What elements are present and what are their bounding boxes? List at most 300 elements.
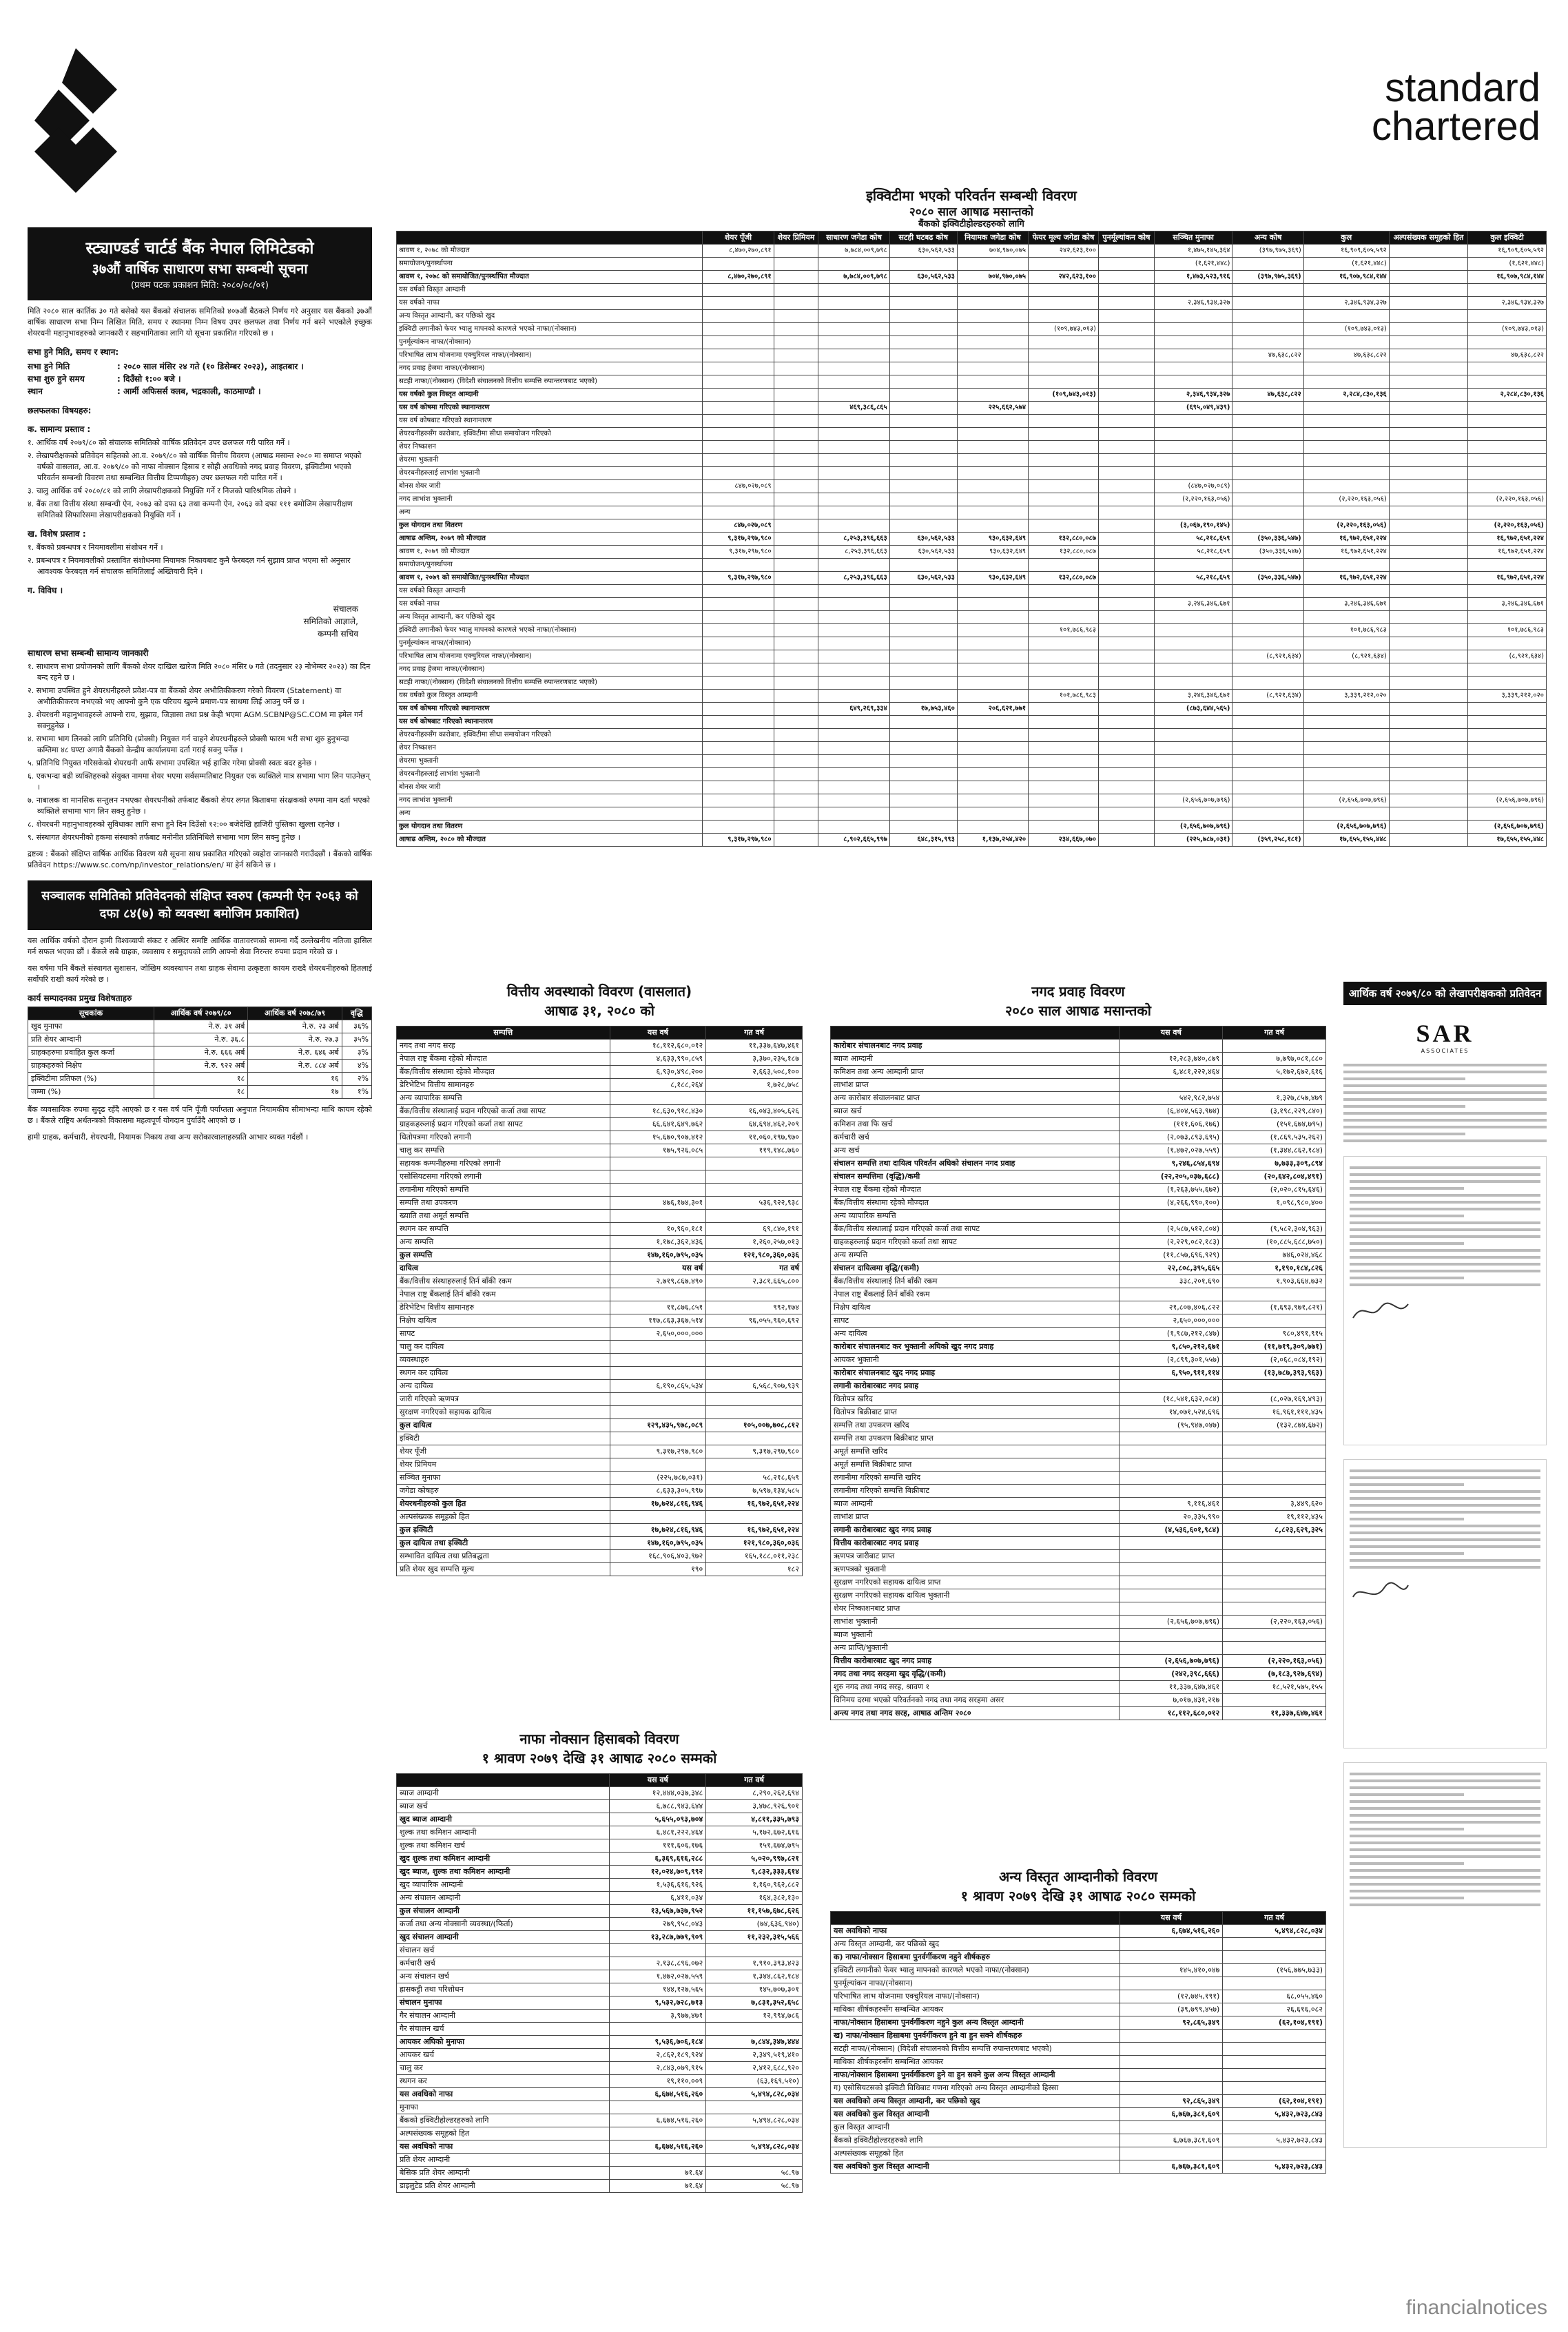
- cash-flow-cell: [1120, 1210, 1223, 1223]
- profit-loss-cell: १२,४४४,०३७,३४८: [610, 1787, 706, 1800]
- balance-sheet-row: [397, 1105, 803, 1118]
- equity-cell: [1029, 807, 1099, 821]
- equity-cell: [703, 821, 774, 834]
- balance-sheet-row: [397, 1079, 803, 1092]
- profit-loss-cell: १,१६०,९६२,८८२: [706, 1879, 803, 1892]
- cash-flow-cell: बैंक/वित्तीय संस्थामा रहेको मौज्दात: [831, 1197, 1120, 1210]
- equity-cell: कुल योगदान तथा वितरण: [397, 821, 703, 834]
- equity-cell: [703, 650, 774, 663]
- equity-cell: [1389, 729, 1468, 742]
- equity-cell: [774, 729, 818, 742]
- profit-loss-cell: अन्य संचालन आम्दानी: [397, 1892, 610, 1905]
- cash-flow-row: [831, 1131, 1326, 1144]
- equity-cell: [774, 271, 818, 284]
- equity-cell: श्रावण १, २०७८ को समायोजित/पुनर्स्थापित मौज्दात: [397, 271, 703, 284]
- profit-loss-row: [397, 2140, 803, 2154]
- equity-cell: [1389, 663, 1468, 677]
- equity-cell: [1303, 441, 1389, 454]
- equity-cell: ९,३१७,२९७,९८०: [703, 834, 774, 847]
- oci-row: [831, 2095, 1326, 2108]
- profit-loss-cell: [706, 2023, 803, 2036]
- cash-flow-cell: वित्तीय कारोबारबाट खुद नगद प्रवाह: [831, 1655, 1120, 1668]
- cash-flow-row: [831, 1314, 1326, 1328]
- cash-flow-cell: अन्य व्यापारिक सम्पत्ति: [831, 1210, 1120, 1223]
- equity-cell: परिभाषित लाभ योजनामा एक्चुरियल नाफा/(नोक्सान): [397, 650, 703, 663]
- balance-sheet-cell: (२२५,७८७,०३१): [610, 1472, 706, 1485]
- equity-cell: १७,६५५,१५५,४४८: [1303, 834, 1389, 847]
- profit-loss-cell: बैंकको इक्विटीहोल्डरहरुको लागि: [397, 2114, 610, 2127]
- cash-flow-cell: [1223, 1210, 1326, 1223]
- cash-flow-cell: लगानीमा गरिएको सम्पत्ति खरिद: [831, 1472, 1120, 1485]
- cash-flow-row: [831, 1445, 1326, 1458]
- equity-cell: [1154, 781, 1232, 794]
- equity-cell: [703, 663, 774, 677]
- balance-sheet-row: [397, 1458, 803, 1472]
- balance-sheet-row: [397, 1432, 803, 1445]
- equity-cell: [1389, 703, 1468, 716]
- balance-sheet-title: वित्तीय अवस्थाको विवरण (वासलात): [506, 983, 692, 1000]
- balance-sheet-cell: [610, 1288, 706, 1301]
- equity-cell: [957, 611, 1028, 624]
- oci-cell: यस अवधिको नाफा: [831, 1925, 1120, 1938]
- equity-cell: [774, 624, 818, 637]
- notice-note: द्रष्टव्य : बैंकको संक्षिप्त वार्षिक आर्थिक विवरण यसै सूचना साथ प्रकाशित गरिएको व्यहोरा जानकारी गराउँदछौं । बैंकको वार्षिक प्रतिवेदन https://www.sc.com/np/investor_relations/en/ मा हेर्न सकिने छ ।: [28, 849, 372, 869]
- equity-row: [397, 297, 1547, 310]
- balance-sheet-cell: १,७२८,७५८: [706, 1079, 803, 1092]
- profit-loss-cell: १,४७२,०२७,५५९: [610, 1970, 706, 1983]
- equity-cell: [703, 428, 774, 441]
- equity-cell: १०१,७८६,९८३: [1029, 690, 1099, 703]
- balance-sheet-cell: २,३८१,६६५,८००: [706, 1275, 803, 1288]
- profit-loss-cell: ११,२३२,३१५,५६६: [706, 1931, 803, 1944]
- profit-loss-row: [397, 1996, 803, 2010]
- balance-sheet-row: [397, 1524, 803, 1537]
- balance-sheet-row: [397, 1197, 803, 1210]
- equity-cell: [1468, 284, 1547, 297]
- cash-flow-row: [831, 1668, 1326, 1681]
- equity-cell: [1389, 624, 1468, 637]
- profit-loss-cell: ७१.६४: [610, 2167, 706, 2180]
- equity-cell: [889, 323, 957, 336]
- equity-cell: [1389, 375, 1468, 389]
- equity-cell: [1389, 781, 1468, 794]
- cash-flow-cell: अन्य कारोबार संचालनबाट प्राप्त: [831, 1092, 1120, 1105]
- profit-loss-section: [396, 1729, 803, 2193]
- equity-cell: [1029, 559, 1099, 572]
- meeting-detail-value: : २०८० साल मंसिर २४ गते (१० डिसेम्बर २०२३), आइतबार ।: [117, 362, 304, 371]
- equity-cell: [957, 755, 1028, 768]
- profit-loss-row: [397, 2049, 803, 2062]
- balance-sheet-cell: २,६६३,५०८,१००: [706, 1066, 803, 1079]
- equity-cell: [703, 258, 774, 271]
- oci-row: [831, 2082, 1326, 2095]
- equity-header-cell: अन्य कोष: [1232, 231, 1303, 245]
- profit-loss-cell: ह्रासकट्टी तथा परिशोधन: [397, 1983, 610, 1996]
- equity-cell: १,४७३,५२३,९१६: [1154, 271, 1232, 284]
- equity-statement-section: [396, 186, 1547, 843]
- equity-cell: [1029, 454, 1099, 467]
- equity-cell: [703, 755, 774, 768]
- equity-cell: [1232, 768, 1303, 781]
- equity-cell: [774, 454, 818, 467]
- profit-loss-cell: १,५३६,६१६,९२६: [610, 1879, 706, 1892]
- profit-loss-cell: बेसिक प्रति शेयर आम्दानी: [397, 2167, 610, 2180]
- performance-cell: खुद मुनाफा: [28, 1020, 154, 1033]
- equity-cell: [818, 611, 889, 624]
- equity-cell: [1029, 650, 1099, 663]
- equity-cell: [1098, 258, 1154, 271]
- equity-cell: ४७,६३८,८२२: [1232, 389, 1303, 402]
- equity-cell: [1029, 637, 1099, 650]
- equity-cell: [1232, 598, 1303, 611]
- general-info-list: [28, 661, 372, 843]
- balance-sheet-table: [396, 1026, 803, 1576]
- cash-flow-cell: (२,०६८,०८४,१९२): [1223, 1354, 1326, 1367]
- equity-cell: [1232, 310, 1303, 323]
- equity-cell: (१,६२१,४४८): [1468, 258, 1547, 271]
- equity-cell: [1232, 637, 1303, 650]
- equity-cell: [957, 768, 1028, 781]
- equity-cell: [889, 336, 957, 349]
- cash-flow-cell: (७,१८३,९२७,६९४): [1223, 1668, 1326, 1681]
- cash-flow-row: [831, 1380, 1326, 1393]
- equity-cell: [1029, 729, 1099, 742]
- profit-loss-cell: १२,९९४,७८६: [706, 2010, 803, 2023]
- cash-flow-cell: अन्त्य नगद तथा नगद सरह, आषाढ अन्तिम २०८०: [831, 1707, 1120, 1720]
- cash-flow-cell: १४,०७१,५२४,६९६: [1120, 1406, 1223, 1419]
- cash-flow-cell: (२,५८७,५१२,८०४): [1120, 1223, 1223, 1236]
- balance-sheet-cell: जारी गरिएको ऋणपत्र: [397, 1393, 610, 1406]
- oci-cell: ५,४९४,८२८,०३४: [1223, 1925, 1326, 1938]
- equity-cell: [818, 506, 889, 519]
- cash-flow-cell: निक्षेप दायित्व: [831, 1301, 1120, 1314]
- equity-cell: [889, 506, 957, 519]
- equity-cell: [1029, 677, 1099, 690]
- equity-cell: अन्य: [397, 506, 703, 519]
- balance-sheet-row: [397, 1184, 803, 1197]
- balance-sheet-row: [397, 1170, 803, 1184]
- equity-cell: नगद लाभांश भुक्तानी: [397, 493, 703, 506]
- oci-row: [831, 2121, 1326, 2134]
- equity-cell: [957, 493, 1028, 506]
- equity-cell: [774, 415, 818, 428]
- performance-header-cell: वृद्धि: [342, 1007, 371, 1020]
- balance-sheet-row: [397, 1511, 803, 1524]
- equity-date: २०८० साल आषाढ मसान्तको: [909, 205, 1034, 219]
- notice-intro: मिति २०८० साल कार्तिक ३० गते बसेको यस बैंकको संचालक समितिको ४०७औं बैठकले निर्णय गरे अनुसार यस बैंकको ३७औं वार्षिक साधारण सभा निम्न लिखित मिति, समय र स्थानमा निम्न विषय उपर छलफल तथा निर्णय गर्न बस्ने भएकोले इच्छुक शेयरधनी महानुभावहरुको जानकारी र सहभागिताका लागि यो सूचना प्रकाशित गरिएको छ ।: [28, 307, 372, 338]
- equity-cell: [1303, 362, 1389, 375]
- equity-cell: [1468, 428, 1547, 441]
- equity-cell: (३५०,३३६,५४७): [1232, 572, 1303, 585]
- cash-flow-cell: [1223, 1432, 1326, 1445]
- equity-cell: [1389, 677, 1468, 690]
- general-info-item: ७. नाबालक वा मानसिक सन्तुलन नभएका शेयरधनीको तर्फबाट बैंकको शेयर लगत किताबमा संरक्षकको रुपमा नाम दर्ता भएको व्यक्तिले सभामा भाग लिन सक्नु हुनेछ ।: [28, 796, 370, 816]
- cash-flow-cell: ११,३३७,६४७,४६१: [1223, 1707, 1326, 1720]
- equity-cell: आषाढ अन्तिम, २०८० को मौज्दात: [397, 834, 703, 847]
- cash-flow-row: [831, 1550, 1326, 1563]
- equity-cell: [957, 375, 1028, 389]
- equity-cell: [889, 258, 957, 271]
- equity-cell: [1029, 480, 1099, 493]
- cash-flow-cell: २२,८०८,३९५,६६५: [1120, 1262, 1223, 1275]
- oci-cell: (१५६,७७५,७३३): [1223, 1964, 1326, 1977]
- equity-cell: [1468, 807, 1547, 821]
- cash-flow-cell: (२,६५६,७०७,७९६): [1120, 1655, 1223, 1668]
- equity-cell: [1468, 415, 1547, 428]
- equity-row: [397, 428, 1547, 441]
- equity-row: [397, 375, 1547, 389]
- cash-flow-header-cell: यस वर्ष: [1120, 1026, 1223, 1040]
- equity-header-cell: फेयर मूल्य जगेडा कोष: [1029, 231, 1099, 245]
- equity-cell: [889, 389, 957, 402]
- equity-cell: [1029, 467, 1099, 480]
- oci-cell: [1223, 1951, 1326, 1964]
- equity-cell: [957, 716, 1028, 729]
- equity-row: [397, 611, 1547, 624]
- cash-flow-cell: [1223, 1288, 1326, 1301]
- profit-loss-cell: गैर संचालन आम्दानी: [397, 2010, 610, 2023]
- equity-cell: [703, 323, 774, 336]
- equity-cell: [703, 768, 774, 781]
- cash-flow-cell: (९५,९४७,०४७): [1120, 1419, 1223, 1432]
- equity-cell: ८४७,०२७,०८९: [703, 480, 774, 493]
- equity-cell: [818, 585, 889, 598]
- profit-loss-cell: ६,६७४,५१६,२६०: [610, 2088, 706, 2101]
- equity-cell: [1154, 650, 1232, 663]
- cash-flow-row: [831, 1537, 1326, 1550]
- equity-cell: [889, 454, 957, 467]
- cash-flow-cell: लाभांश प्राप्त: [831, 1511, 1120, 1524]
- equity-cell: ३,२४६,३४६,६७१: [1154, 690, 1232, 703]
- cash-flow-cell: आयकर भुक्तानी: [831, 1354, 1120, 1367]
- profit-loss-row: [397, 2088, 803, 2101]
- equity-cell: [1154, 585, 1232, 598]
- profit-loss-row: [397, 1853, 803, 1866]
- cash-flow-title: नगद प्रवाह विवरण: [1031, 983, 1125, 1000]
- equity-cell: (२,२२०,१६३,०५६): [1468, 519, 1547, 533]
- profit-loss-row: [397, 1839, 803, 1853]
- equity-cell: (२,२२०,१६३,०५६): [1468, 493, 1547, 506]
- equity-cell: [1232, 467, 1303, 480]
- equity-cell: [1468, 402, 1547, 415]
- equity-header-cell: [397, 231, 703, 245]
- cash-flow-cell: (२,०७३,८९३,६९५): [1120, 1131, 1223, 1144]
- equity-cell: [703, 716, 774, 729]
- equity-cell: [818, 598, 889, 611]
- cash-flow-cell: (१११,६०६,१७६): [1120, 1118, 1223, 1131]
- equity-cell: [1468, 755, 1547, 768]
- equity-cell: [1468, 585, 1547, 598]
- equity-cell: [1389, 323, 1468, 336]
- profit-loss-cell: यस अवधिको नाफा: [397, 2088, 610, 2101]
- equity-row: [397, 807, 1547, 821]
- equity-cell: ७,७८४,००९,७९८: [818, 245, 889, 258]
- cash-flow-cell: विनिमय दरमा भएको परिवर्तनको नगद तथा नगद सरहमा असर: [831, 1694, 1120, 1707]
- profit-loss-cell: ८,२९०,२६२,६९४: [706, 1787, 803, 1800]
- equity-cell: [1303, 402, 1389, 415]
- equity-cell: [1389, 506, 1468, 519]
- equity-cell: [1389, 415, 1468, 428]
- equity-cell: [957, 650, 1028, 663]
- equity-row: [397, 323, 1547, 336]
- equity-cell: [1232, 755, 1303, 768]
- equity-cell: [1389, 821, 1468, 834]
- cash-flow-cell: ९,११६,४६१: [1120, 1498, 1223, 1511]
- cash-flow-cell: [1120, 1576, 1223, 1589]
- equity-cell: [774, 362, 818, 375]
- agenda-item: १. आर्थिक वर्ष २०७९/८० को संचालक समितिको वार्षिक प्रतिवेदन उपर छलफल गरी पारित गर्ने ।: [28, 438, 290, 447]
- equity-cell: [889, 611, 957, 624]
- profit-loss-cell: स्थगन कर: [397, 2075, 610, 2088]
- equity-cell: [1303, 559, 1389, 572]
- oci-cell: [1120, 2030, 1223, 2043]
- profit-loss-cell: ६,४११,०३४: [610, 1892, 706, 1905]
- balance-sheet-cell: ९,३१७,२९७,९८०: [706, 1445, 803, 1458]
- equity-row: [397, 546, 1547, 559]
- balance-sheet-cell: [706, 1341, 803, 1354]
- meeting-detail-key: सभा शुरु हुने समय: [28, 374, 85, 384]
- equity-cell: [818, 650, 889, 663]
- equity-cell: [703, 585, 774, 598]
- equity-cell: [774, 768, 818, 781]
- profit-loss-cell: खुद संचालन आम्दानी: [397, 1931, 610, 1944]
- cash-flow-cell: ब्याज खर्च: [831, 1105, 1120, 1118]
- equity-cell: [774, 297, 818, 310]
- cash-flow-cell: (३,१९८,२२९,८४०): [1223, 1105, 1326, 1118]
- equity-cell: [818, 624, 889, 637]
- balance-sheet-header-cell: यस वर्ष: [610, 1026, 706, 1040]
- equity-cell: ४७,६३८,८२२: [1468, 349, 1547, 362]
- cash-flow-cell: ऋणपत्र जारीबाट प्राप्त: [831, 1550, 1120, 1563]
- profit-loss-row: [397, 1918, 803, 1931]
- general-info-item: ४. सभामा भाग लिनको लागि प्रतिनिधि (प्रोक्सी) नियुक्त गर्न चाहने शेयरधनीहरुले प्रोक्सी फारम भरी सभा शुरु हुनुभन्दा कम्तिमा ४८ घण्टा अगावै बैंकको केन्द्रीय कार्यालयमा दर्ता गराई सक्नु पर्नेछ ।: [28, 734, 349, 754]
- equity-cell: [774, 441, 818, 454]
- cash-flow-cell: [1120, 1472, 1223, 1485]
- balance-sheet-cell: शेयरधनीहरुको कुल हित: [397, 1498, 610, 1511]
- equity-cell: [1098, 624, 1154, 637]
- profit-loss-row: [397, 1892, 803, 1905]
- equity-cell: [1389, 389, 1468, 402]
- cash-flow-cell: ७,०१७,४३१,२१७: [1120, 1694, 1223, 1707]
- equity-row: [397, 493, 1547, 506]
- equity-cell: ९,३१७,२९७,९८०: [703, 533, 774, 546]
- performance-cell: १७: [248, 1086, 342, 1099]
- equity-cell: ८,९०२,६६५,९९७: [818, 834, 889, 847]
- oci-cell: ६,७६७,३८१,६०९: [1120, 2160, 1223, 2174]
- balance-sheet-cell: ९९२,१७४: [706, 1301, 803, 1314]
- balance-sheet-row: [397, 1275, 803, 1288]
- equity-cell: [889, 716, 957, 729]
- cash-flow-row: [831, 1040, 1326, 1053]
- balance-sheet-cell: ४,६३३,९९०,८५९: [610, 1053, 706, 1066]
- equity-cell: [818, 768, 889, 781]
- equity-cell: [1232, 415, 1303, 428]
- profit-loss-row: [397, 1957, 803, 1970]
- balance-sheet-cell: व्यवस्थाहरु: [397, 1354, 610, 1367]
- equity-cell: (३५०,३३६,५४७): [1232, 533, 1303, 546]
- performance-cell: ग्राहकहरुमा प्रवाहित कुल कर्जा: [28, 1046, 154, 1060]
- equity-cell: [703, 506, 774, 519]
- oci-cell: सटही नाफा/(नोक्सान) (विदेशी संचालनको वित्तीय सम्पत्ति रुपान्तरणबाट भएको): [831, 2043, 1120, 2056]
- brand-wordmark: standard chartered: [1371, 65, 1540, 149]
- profit-loss-cell: [706, 1944, 803, 1957]
- equity-row: [397, 349, 1547, 362]
- equity-cell: [774, 677, 818, 690]
- equity-cell: [1232, 480, 1303, 493]
- equity-cell: [818, 441, 889, 454]
- auditor-report-title: आर्थिक वर्ष २०७९/८० को लेखापरीक्षकको प्रतिवेदन: [1343, 982, 1547, 1005]
- equity-cell: [1303, 375, 1389, 389]
- equity-cell: [774, 506, 818, 519]
- oci-cell: ६,७६७,३८१,६०९: [1120, 2134, 1223, 2147]
- profit-loss-cell: १११,६०६,१७६: [610, 1839, 706, 1853]
- oci-cell: ६,६७४,५१६,२६०: [1120, 1925, 1223, 1938]
- equity-cell: [1389, 650, 1468, 663]
- cash-flow-cell: [1223, 1040, 1326, 1053]
- profit-loss-cell: ४,८११,३३५,७९३: [706, 1813, 803, 1826]
- equity-cell: श्रावण १, २०७९ को मौज्दात: [397, 546, 703, 559]
- balance-sheet-cell: धितोपत्रमा गरिएको लगानी: [397, 1131, 610, 1144]
- profit-loss-cell: ५८.९७: [706, 2167, 803, 2180]
- balance-sheet-row: [397, 1040, 803, 1053]
- cash-flow-cell: कारोबार संचालनबाट खुद नगद प्रवाह: [831, 1367, 1120, 1380]
- equity-row: [397, 742, 1547, 755]
- equity-cell: [957, 677, 1028, 690]
- equity-cell: [1098, 506, 1154, 519]
- oci-cell: [1120, 2056, 1223, 2069]
- auditor-report-page-4: [1343, 1762, 1547, 2148]
- oci-cell: [1223, 2082, 1326, 2095]
- equity-cell: [1154, 467, 1232, 480]
- equity-cell: [889, 585, 957, 598]
- balance-sheet-cell: १८,६३०,९१८,४३०: [610, 1105, 706, 1118]
- report-para-4: हामी ग्राहक, कर्मचारी, शेयरधनी, नियामक निकाय तथा अन्य सरोकारवालाहरुप्रति आभार व्यक्त गर्दछौं ।: [28, 1133, 309, 1142]
- equity-cell: [1389, 807, 1468, 821]
- oci-cell: यस अवधिको कुल विस्तृत आम्दानी: [831, 2108, 1120, 2121]
- balance-sheet-cell: [706, 1367, 803, 1380]
- equity-cell: [703, 375, 774, 389]
- profit-loss-cell: अन्य संचालन खर्च: [397, 1970, 610, 1983]
- profit-loss-row: [397, 1905, 803, 1918]
- equity-header-cell: सञ्चित मुनाफा: [1154, 231, 1232, 245]
- equity-cell: ८,२५३,३९६,६६३: [818, 572, 889, 585]
- oci-cell: [1120, 1951, 1223, 1964]
- equity-cell: [957, 559, 1028, 572]
- equity-cell: [1468, 611, 1547, 624]
- balance-sheet-cell: ६६,६४१,६४९,७६२: [610, 1118, 706, 1131]
- balance-sheet-cell: [706, 1393, 803, 1406]
- equity-cell: [1303, 703, 1389, 716]
- performance-row: [28, 1060, 372, 1073]
- profit-loss-row: [397, 2010, 803, 2023]
- auditor-signature-icon: [1350, 1580, 1412, 1607]
- balance-sheet-cell: १६,०४३,४०५,६२६: [706, 1105, 803, 1118]
- profit-loss-period: १ श्रावण २०७९ देखि ३१ आषाढ २०८० सम्मको: [482, 1750, 717, 1766]
- equity-cell: (८,९२१,६३४): [1232, 650, 1303, 663]
- equity-cell: [1389, 519, 1468, 533]
- oci-cell: ५,४३२,७२३,८४३: [1223, 2134, 1326, 2147]
- equity-cell: [1232, 703, 1303, 716]
- cash-flow-row: [831, 1367, 1326, 1380]
- balance-sheet-cell: २,७१९,८६७,४९०: [610, 1275, 706, 1288]
- equity-cell: [1468, 362, 1547, 375]
- equity-cell: ९३०,६३२,६४९: [957, 546, 1028, 559]
- equity-cell: [1098, 297, 1154, 310]
- profit-loss-cell: ५,१७२,६७२,६१६: [706, 1826, 803, 1839]
- cash-flow-cell: नगद तथा नगद सरहमा खुद वृद्धि/(कमी): [831, 1668, 1120, 1681]
- balance-sheet-cell: चालु कर दायित्व: [397, 1341, 610, 1354]
- oci-row: [831, 2069, 1326, 2082]
